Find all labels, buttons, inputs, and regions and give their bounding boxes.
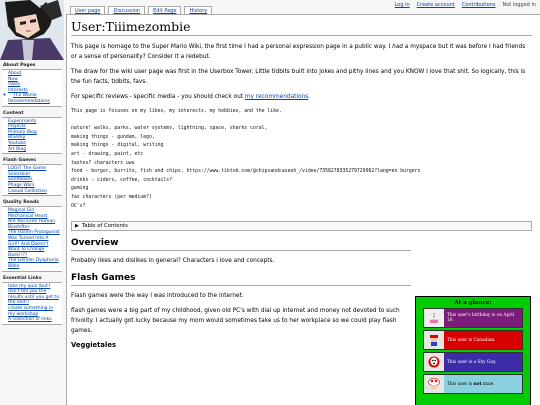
sidebar-item-bluesky[interactable]: Bluesky [8,135,26,141]
tab-edit-page[interactable]: Edit Page [148,6,181,15]
section-heading-flash-games: Flash Games [71,273,411,286]
sidebar-item-phage-wars[interactable]: Phage Wars [8,182,35,188]
intro-text-end: a myspace but it was before I had friends or a sense of personality? Consider it a redebut. [71,44,526,60]
pre-line: This page is focuses on my likes, my interests, my hobbies, and the like. [71,109,282,114]
intro-paragraph [71,42,532,62]
userbox-shy-guy [423,352,523,372]
pre-line: nature! walks, parks, water systems, lightning, space, sharks coral, [71,126,268,132]
portlet-title: Quality Reads [3,200,39,206]
sidebar-item-about[interactable]: About [8,71,22,76]
intro-emphasis: had [392,44,403,50]
pre-line: OC's? [71,203,86,209]
at-a-glance-box [415,296,531,405]
tab-history[interactable]: History [184,6,212,15]
contributions-link[interactable]: Contributions [461,2,496,8]
interests-preformatted [71,107,532,212]
sidebar-item-logit[interactable]: LOGIT The Game [8,166,47,172]
page-title: User:Tiiimezombie [71,19,532,36]
sidebar-item-casual-collection[interactable]: Casual Collection [8,188,47,194]
pre-line [71,117,532,126]
userbox-paragraph: The draw for the wiki user page was first in the Userbox Tower. Little tidbits built into jokes and pithy lines and you KNOW I love that shit. So logically, this is the fun facts, tidbits, favs. [71,69,526,85]
shy-guy-icon [424,353,444,371]
section-heading-overview: Overview [71,238,411,251]
sidebar-item-interests[interactable]: Interests [8,87,28,93]
pre-line: fav characters (per medium?) [71,194,152,200]
intro-text: This page is homage to the Super Mario Wiki, the first time I had a personal expression page in a public way. I [71,44,393,50]
sidebar-item-primary-blog[interactable]: Primary Blog [8,129,37,135]
pre-line: making things - gundam, lego, [71,134,155,140]
pre-line: food - borgor, burrito, fish and chips, https://www.tiktok.com/@chipsandcaseoh_/video/7358278335279729962?lang=en burgers [71,169,421,175]
sidebar-item-vibes[interactable]: Vibes [8,82,21,88]
create-account-link[interactable]: Create account [416,2,455,8]
userbox-text-part: This user is [447,381,474,387]
portlet-flash-games [2,157,62,196]
section-heading-veggietales: Veggietales [71,341,116,350]
sidebar-item-youtube[interactable]: Youtube [8,140,26,146]
portlet-content [2,110,62,155]
sidebar-item-experiments[interactable]: Experiments [8,118,37,124]
sidebar-item-solorskier[interactable]: Solorskier [8,171,31,177]
sidebar-item-sandboxes[interactable]: Sandboxes [8,177,33,183]
sidebar-item-workshop[interactable]: create something in my workshop [8,306,54,317]
sidebar-item-recommendations[interactable]: Recommendations [8,98,50,104]
tab-discussion[interactable]: Discussion [108,6,145,15]
sidebar-item-projects[interactable]: Projects [8,124,26,130]
recommendations-link[interactable]: my recommendations [244,94,309,100]
login-status: Not logged in [502,2,536,8]
portlet-about-pages [2,62,62,107]
flash-paragraph-2: flash games were a big part of my childhood, given old PC's with dial up internet and money not devoted to such frivolity. I actually got lucky because my mom would sometimes take us to her workplace so we could play flash games. [71,308,400,335]
userbox-text [444,375,522,393]
flash-paragraph-1: Flash games were the way I was introduced to the internet. [71,293,244,300]
userbox-text: This user is a Shy Guy. [447,359,497,365]
portlet-title: Essential Links [3,275,42,281]
portlet-title: About Pages [3,63,36,68]
sidebar-item-gender-dysphoria-bible[interactable]: The Gender Dysphoria Bible [8,258,59,270]
portlet-essential-links [2,275,62,325]
recommendations-period: . [308,94,311,100]
pre-line: gaming [71,186,89,192]
sidebar-item-quiz[interactable]: take my quiz (but I don't tell you the results until you get to the end!) [8,283,59,306]
mario-character-icon [424,331,444,349]
userbox-canadian [423,330,523,350]
sidebar-item-magical-girl[interactable]: Magical Girl Mechanical Heart [8,208,48,219]
toad-character-icon [424,375,444,393]
sidebar-item-are-you-even-human[interactable]: Are You Even Human [8,219,56,225]
userbox-text: This user is Canadian. [447,337,496,343]
sidebar-item-harem-protagonist[interactable]: The Harem Protagonist Was Turned Into A Girl!! And Doesn't Want To Change Back!!?? [8,230,60,258]
login-link[interactable]: Log in [394,2,410,8]
expand-triangle-icon[interactable]: ▶ [75,223,79,230]
sidebar-item-bioshifter[interactable]: Bioshifter [8,224,30,230]
personal-tools [395,2,536,8]
portlet-title: Flash Games [3,158,36,164]
userbox-text-bold: not [473,381,482,387]
tab-user-page[interactable]: User page [70,6,105,15]
glance-title: At a glance: [454,300,492,306]
portlet-quality-reads [2,199,62,272]
sidebar-item-link-collection[interactable]: A collection of links [8,317,52,323]
sidebar-item-now[interactable]: Now [8,76,18,82]
sidebar-item-art-blog[interactable]: Art Blog [8,146,27,152]
table-of-contents[interactable] [71,221,532,231]
birthday-cake-icon [424,309,444,327]
pre-line: drinks - ciders, coffee, cocktails? [71,177,173,183]
overview-paragraph: Probably likes and dislikes in general? Characters i love and concepts. [71,258,275,265]
userbox-not-male [423,374,523,394]
userbox-text-part: male. [481,381,495,387]
pre-line: tastes? characters uwu [71,160,135,166]
pre-line: making things - digital, writing [71,143,164,149]
pre-line: art - drawing, paint, etc [71,151,144,157]
portlet-title: Content [3,110,24,116]
top-bar [0,0,540,14]
recommendations-text: For specific reviews - specific media - you should check out [71,94,245,100]
sidebar-item-tf2-worlie[interactable]: TF2 Worlie [13,93,37,99]
recommendations-paragraph [71,92,532,102]
sidebar [0,62,64,405]
userbox-birthday [423,308,523,328]
toc-label: Table of Contents [81,223,128,230]
userbox-text: This user's birthday is on April 16. [447,313,515,323]
